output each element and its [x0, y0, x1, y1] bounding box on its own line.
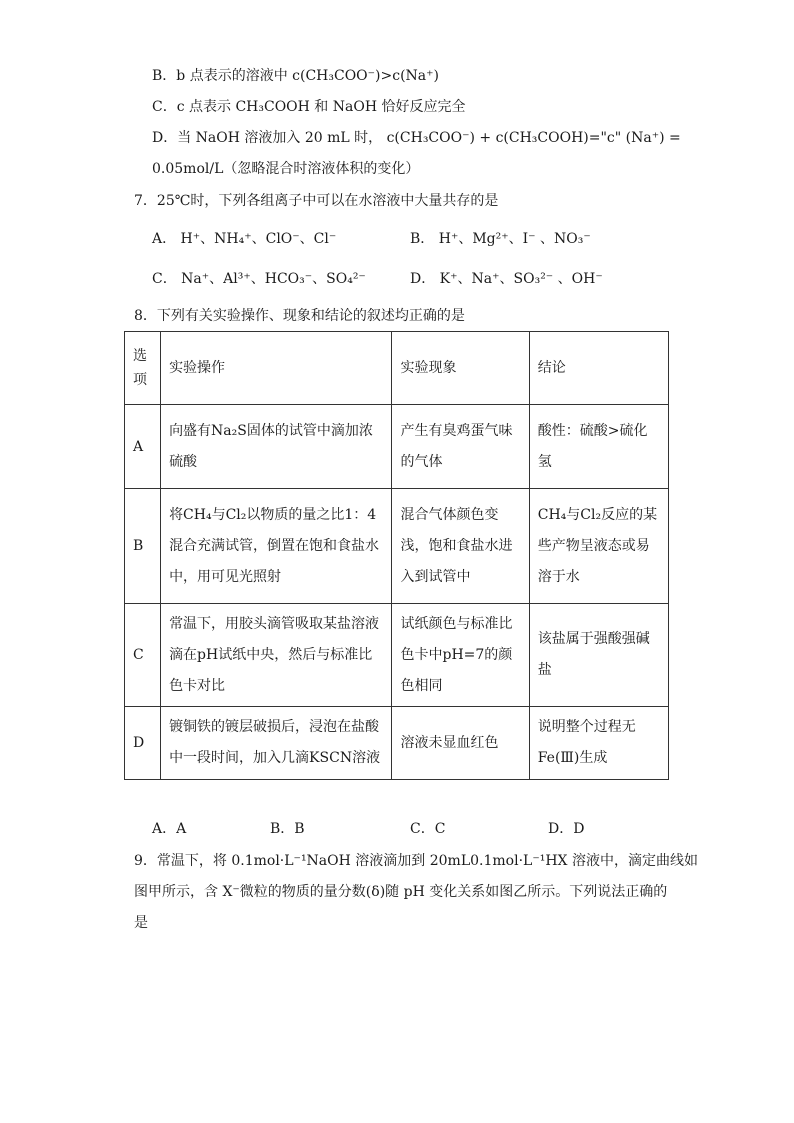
table-row	[125, 707, 669, 780]
q8-answer-options	[152, 818, 752, 840]
header-operation: 实验操作	[161, 332, 392, 405]
q6-option-d-line1: D．当 NaOH 溶液加入 20 mL 时， c(CH₃COO⁻) + c(CH₃COOH)="c" (Na⁺) =	[152, 130, 681, 146]
table-row	[125, 604, 669, 707]
q8-answer-b: B．B	[270, 821, 305, 837]
row-key: A	[125, 405, 161, 489]
row-operation: 镀铜铁的镀层破损后，浸泡在盐酸中一段时间，加入几滴KSCN溶液	[161, 707, 392, 780]
row-phenomenon: 产生有臭鸡蛋气味的气体	[392, 405, 529, 489]
q9-stem-line3: 是	[134, 915, 148, 931]
table-row	[125, 405, 669, 489]
q6-option-b: B．b 点表示的溶液中 c(CH₃COO⁻)>c(Na⁺)	[152, 68, 439, 84]
row-conclusion: 酸性：硫酸>硫化氢	[529, 405, 668, 489]
row-key: C	[125, 604, 161, 707]
q7-option-b: B． H⁺、Mg²⁺、I⁻ 、NO₃⁻	[410, 231, 591, 247]
row-key: D	[125, 707, 161, 780]
table-header-row	[125, 332, 669, 405]
row-conclusion: 该盐属于强酸强碱盐	[529, 604, 668, 707]
row-operation: 向盛有Na₂S固体的试管中滴加浓硫酸	[161, 405, 392, 489]
q8-answer-d: D．D	[548, 821, 585, 837]
q8-answer-c: C．C	[410, 821, 446, 837]
q9-stem-line2: 图甲所示，含 X⁻微粒的物质的量分数(δ)随 pH 变化关系如图乙所示。下列说法正确的	[134, 884, 668, 900]
q6-option-c: C．c 点表示 CH₃COOH 和 NaOH 恰好反应完全	[152, 99, 466, 115]
header-conclusion: 结论	[529, 332, 668, 405]
q8-stem: 8．下列有关实验操作、现象和结论的叙述均正确的是	[134, 308, 465, 324]
row-operation: 将CH₄与Cl₂以物质的量之比1：4混合充满试管，倒置在饱和食盐水中，用可见光照射	[161, 489, 392, 604]
row-key: B	[125, 489, 161, 604]
table-row	[125, 489, 669, 604]
row-operation: 常温下，用胶头滴管吸取某盐溶液滴在pH试纸中央，然后与标准比色卡对比	[161, 604, 392, 707]
experiment-table	[124, 331, 669, 780]
row-conclusion: 说明整个过程无Fe(Ⅲ)生成	[529, 707, 668, 780]
q6-option-d-line2: 0.05mol/L（忽略混合时溶液体积的变化）	[152, 161, 420, 177]
q7-option-c: C． Na⁺、Al³⁺、HCO₃⁻、SO₄²⁻	[152, 271, 366, 287]
q7-option-d: D． K⁺、Na⁺、SO₃²⁻ 、OH⁻	[410, 271, 603, 287]
row-phenomenon: 溶液未显血红色	[392, 707, 529, 780]
q7-stem: 7．25℃时，下列各组离子中可以在水溶液中大量共存的是	[134, 193, 499, 209]
header-option: 选项	[125, 332, 161, 405]
row-conclusion: CH₄与Cl₂反应的某些产物呈液态或易溶于水	[529, 489, 668, 604]
row-phenomenon: 试纸颜色与标准比色卡中pH=7的颜色相同	[392, 604, 529, 707]
q9-stem-line1: 9．常温下，将 0.1mol·L⁻¹NaOH 溶液滴加到 20mL0.1mol·L⁻¹HX 溶液中，滴定曲线如	[134, 853, 698, 869]
row-phenomenon: 混合气体颜色变浅，饱和食盐水进入到试管中	[392, 489, 529, 604]
header-phenomenon: 实验现象	[392, 332, 529, 405]
q8-answer-a: A．A	[152, 821, 187, 837]
q7-option-a: A． H⁺、NH₄⁺、ClO⁻、Cl⁻	[152, 231, 337, 247]
